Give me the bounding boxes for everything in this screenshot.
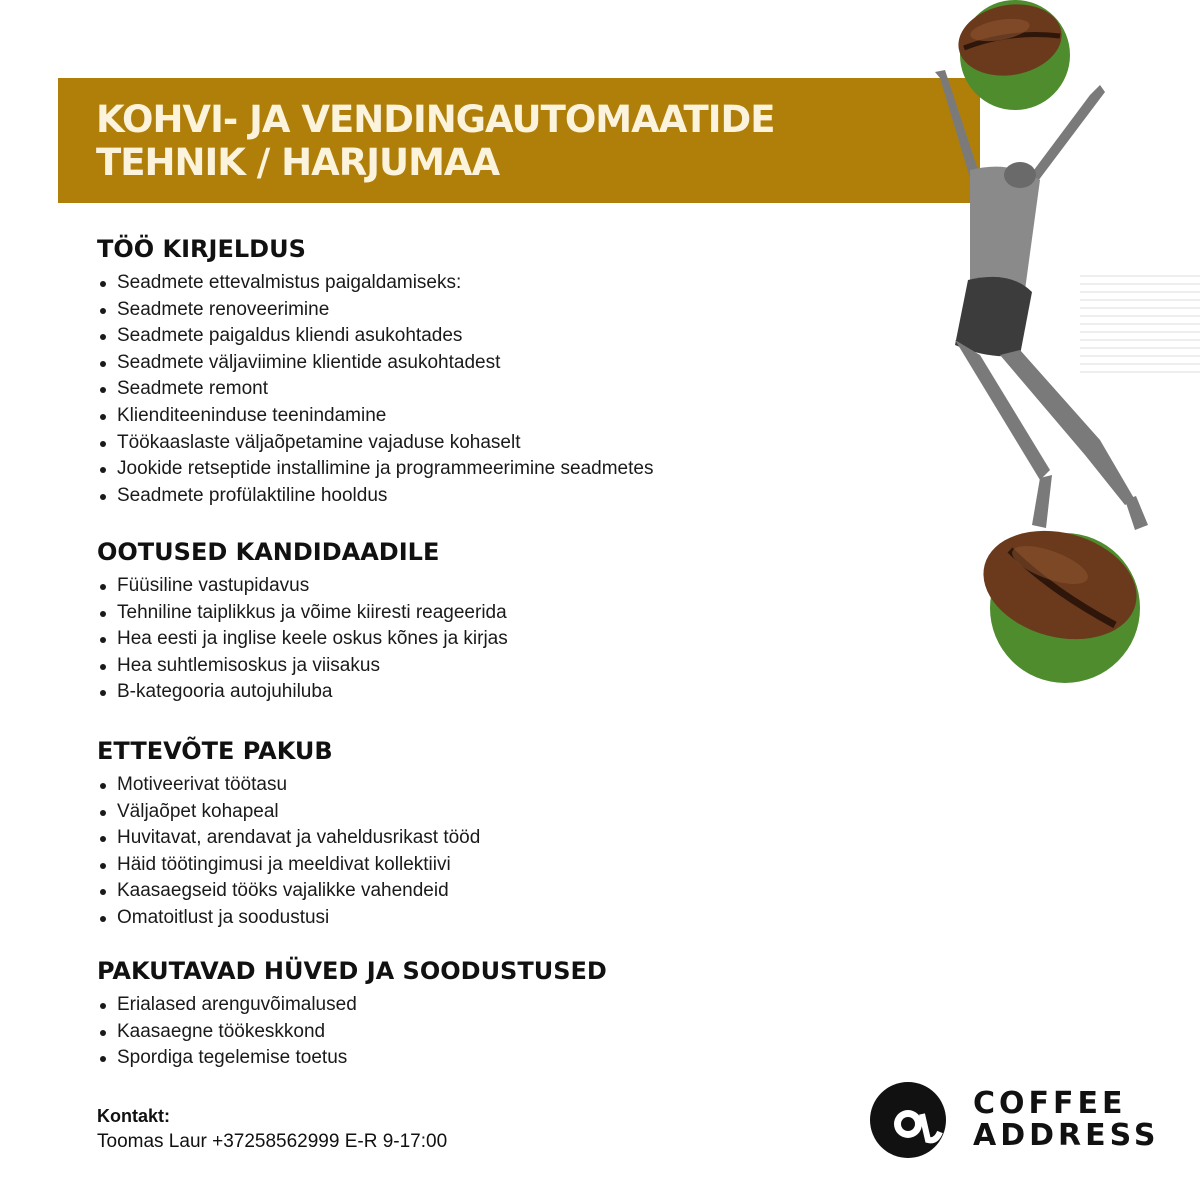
list-item: B-kategooria autojuhiluba <box>97 679 857 706</box>
list-item: Kaasaegne töökeskkond <box>97 1019 857 1046</box>
list-item: Seadmete profülaktiline hooldus <box>97 483 857 510</box>
list-item: Füüsiline vastupidavus <box>97 573 857 600</box>
list-item: Töökaaslaste väljaõpetamine vajaduse kohaselt <box>97 430 857 457</box>
logo-wordmark <box>973 1088 1159 1152</box>
list-item: Kaasaegseid tööks vajalikke vahendeid <box>97 878 857 905</box>
list-item: Tehniline taiplikkus ja võime kiiresti reageerida <box>97 600 857 627</box>
coffee-address-logo <box>866 1074 1160 1164</box>
contact-block <box>97 1104 447 1156</box>
section-list <box>97 992 857 1072</box>
list-item: Seadmete renoveerimine <box>97 297 857 324</box>
section-title: PAKUTAVAD HÜVED JA SOODUSTUSED <box>97 957 607 985</box>
list-item: Huvitavat, arendavat ja vaheldusrikast tööd <box>97 825 857 852</box>
page-title-line-1: KOHVI- JA VENDINGAUTOMAATIDE <box>96 98 775 141</box>
logo-line-1: COFFEE <box>973 1086 1127 1121</box>
list-item: Klienditeeninduse teenindamine <box>97 403 857 430</box>
contact-label: Kontakt: <box>97 1106 170 1126</box>
section-job-description <box>97 234 857 509</box>
section-benefits <box>97 956 857 1072</box>
contact-details: Toomas Laur +37258562999 E-R 9-17:00 <box>97 1131 448 1152</box>
list-item: Seadmete remont <box>97 376 857 403</box>
section-list <box>97 772 857 932</box>
list-item: Hea suhtlemisoskus ja viisakus <box>97 653 857 680</box>
section-candidate-expectations <box>97 537 857 706</box>
section-title: ETTEVÕTE PAKUB <box>97 737 333 765</box>
section-title: TÖÖ KIRJELDUS <box>97 235 306 263</box>
page-title-line-2: TEHNIK / HARJUMAA <box>96 141 500 184</box>
list-item: Jookide retseptide installimine ja programmeerimine seadmetes <box>97 456 857 483</box>
list-item: Seadmete ettevalmistus paigaldamiseks: <box>97 270 857 297</box>
section-title: OOTUSED KANDIDAADILE <box>97 538 440 566</box>
list-item: Hea eesti ja inglise keele oskus kõnes ja kirjas <box>97 626 857 653</box>
section-list <box>97 270 857 509</box>
coffee-bean-jumper-illustration <box>900 0 1200 700</box>
list-item: Erialased arenguvõimalused <box>97 992 857 1019</box>
coffee-bean-top-icon <box>953 0 1070 110</box>
page-title <box>96 98 916 184</box>
list-item: Spordiga tegelemise toetus <box>97 1045 857 1072</box>
list-item: Omatoitlust ja soodustusi <box>97 905 857 932</box>
list-item: Seadmete väljaviimine klientide asukohtadest <box>97 350 857 377</box>
section-list <box>97 573 857 706</box>
list-item: Seadmete paigaldus kliendi asukohtades <box>97 323 857 350</box>
list-item: Häid töötingimusi ja meeldivat kollektiivi <box>97 852 857 879</box>
logo-line-2: ADDRESS <box>973 1118 1160 1153</box>
section-company-offers <box>97 736 857 932</box>
list-item: Motiveerivat töötasu <box>97 772 857 799</box>
at-sign-logo-icon <box>866 1074 956 1164</box>
list-item: Väljaõpet kohapeal <box>97 799 857 826</box>
coffee-bean-bottom-icon <box>971 515 1149 683</box>
decorative-lines <box>1080 276 1200 372</box>
